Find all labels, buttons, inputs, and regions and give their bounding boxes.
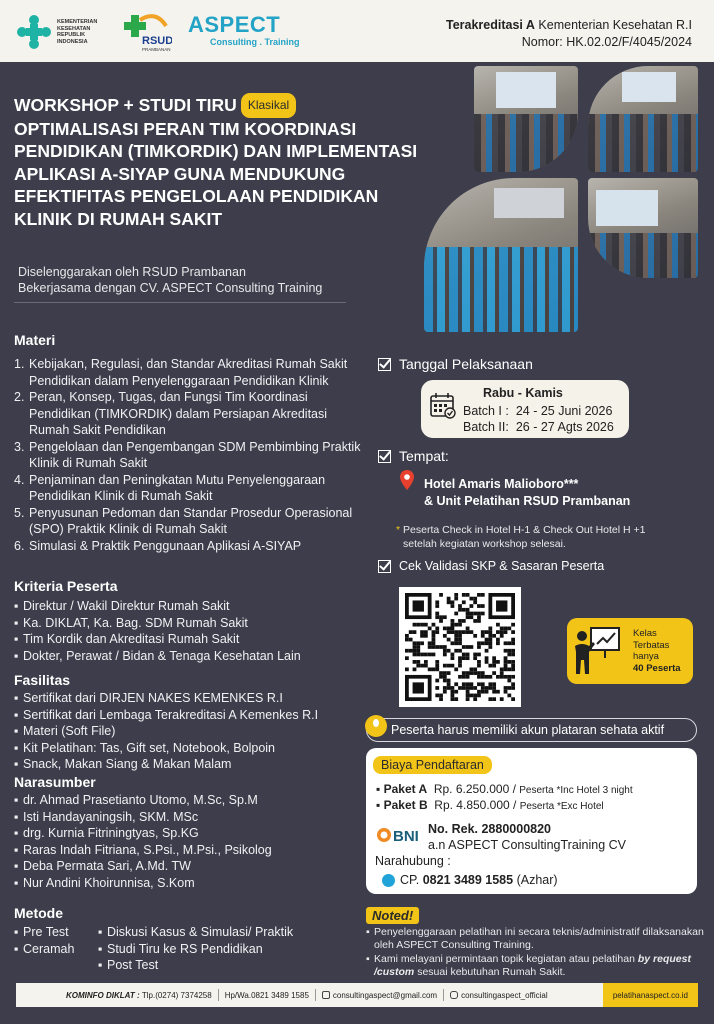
list-item: ▪ Ceramah (14, 941, 75, 956)
footer-bar (16, 983, 698, 1007)
noted-badge: Noted! (366, 907, 419, 924)
list-item: ▪ Studi Tiru ke RS Pendidikan (98, 941, 263, 956)
kemenkes-text: KEMENTERIAN KESEHATAN REPUBLIK INDONESIA (57, 19, 98, 45)
bank-account: No. Rek. 2880000820 a.n ASPECT ConsultingTraining CV (428, 822, 627, 852)
paket-b: ▪ Paket B Rp. 4.850.000 / Peserta *Exc Hotel (376, 798, 604, 812)
svg-text:BNI: BNI (393, 828, 419, 845)
list-item: ▪ Materi (Soft File) (14, 724, 116, 738)
aspect-tagline: Consulting . Training (210, 37, 300, 47)
instagram-icon (450, 991, 458, 999)
class-limit-box (567, 618, 693, 684)
list-item: 4. Penjaminan dan Peningkatan Mutu Penyelenggaraan Pendidikan Klinik di Rumah Sakit (14, 472, 326, 503)
skp-validation: Cek Validasi SKP & Sasaran Peserta (378, 559, 604, 573)
date-box (421, 380, 629, 438)
klasikal-badge: Klasikal (241, 93, 296, 118)
kriteria-list (14, 598, 370, 664)
list-item: ▪ drg. Kurnia Fitriningtyas, Sp.KG (14, 826, 199, 840)
footer-contact: KOMINFO DIKLAT : Tlp.(0274) 7374258 (66, 990, 212, 1000)
list-item: ▪ Nur Andini Khoirunnisa, S.Kom (14, 875, 195, 890)
list-item: ▪ Direktur / Wakil Direktur Rumah Sakit (14, 599, 230, 613)
title-block (14, 93, 474, 230)
list-item: ▪ Dokter, Perawat / Bidan & Tenaga Kesehatan Lain (14, 648, 301, 663)
class-limit-text: Kelas Terbatas hanya 40 Peserta (633, 628, 681, 674)
checkbox-icon (378, 560, 391, 573)
workshop-photo-4 (588, 178, 698, 278)
list-item: ▪ Ka. DIKLAT, Ka. Bag. SDM Rumah Sakit (14, 615, 248, 630)
fasilitas-heading: Fasilitas (14, 672, 71, 688)
list-item: ▪ Deba Permata Sari, A.Md. TW (14, 859, 191, 873)
title-line-3: PENDIDIKAN (TIMKORDIK) DAN IMPLEMENTASI (14, 141, 418, 161)
title-line-5: EFEKTIFITAS PENGELOLAAN PENDIDIKAN (14, 186, 379, 206)
footer-website[interactable]: pelatihanaspect.co.id (603, 983, 698, 1007)
venue: Hotel Amaris Malioboro*** & Unit Pelatihan RSUD Prambanan (424, 477, 631, 508)
tanggal-heading: Tanggal Pelaksanaan (378, 356, 533, 372)
list-item: ▪ Tim Kordik dan Akreditasi Rumah Sakit (14, 632, 240, 646)
narasumber-list (14, 792, 370, 891)
kriteria-heading: Kriteria Peserta (14, 578, 118, 594)
title-line-4: APLIKASI A-SIYAP GUNA MENDUKUNG (14, 163, 346, 184)
list-item: ▪ Raras Indah Fitriana, S.Psi., M.Psi., Psikolog (14, 842, 272, 857)
list-item: 2. Peran, Konsep, Tugas, dan Fungsi Tim Koordinasi Pendidikan (TIMKORDIK) dalam Persiapan Akreditasi Rumah Sakit Pendidikan (14, 390, 328, 437)
list-item: ▪ Isti Handayaningsih, SKM. MSc (14, 809, 199, 824)
list-item: ▪ Pre Test (14, 925, 69, 939)
tempat-heading: Tempat: (378, 448, 449, 464)
rsud-logo (120, 12, 172, 54)
metode-heading: Metode (14, 905, 63, 921)
qr-code[interactable] (399, 587, 521, 707)
metode-list-1 (14, 924, 74, 957)
fasilitas-list (14, 690, 370, 773)
organizer-text: Diselenggarakan oleh RSUD Prambanan Bekerjasama dengan CV. ASPECT Consulting Training (18, 265, 323, 295)
list-item: ▪ Kit Pelatihan: Tas, Gift set, Notebook, Bolpoin (14, 740, 275, 755)
checkbox-icon (378, 450, 391, 463)
footer-email[interactable]: consultingaspect@gmail.com (316, 991, 443, 1000)
date-day: Rabu - Kamis (483, 386, 563, 400)
biaya-heading: Biaya Pendaftaran (373, 756, 492, 774)
location-pin-icon (400, 470, 414, 490)
registration-box (366, 748, 697, 894)
header-bar (0, 0, 714, 62)
list-item: 1. Kebijakan, Regulasi, dan Standar Akreditasi Rumah Sakit Pendidikan dalam Penyelenggaraan Pendidikan Klinik (14, 357, 348, 388)
presenter-icon (573, 624, 623, 678)
metode-list-2 (98, 924, 293, 974)
svg-text:RSUD: RSUD (142, 35, 172, 47)
title-line-6: KLINIK DI RUMAH SAKIT (14, 208, 223, 229)
list-item: ▪ Snack, Makan Siang & Makan Malam (14, 757, 232, 771)
materi-heading: Materi (14, 332, 56, 348)
workshop-photo-2 (588, 66, 698, 172)
accreditation-info (446, 17, 692, 51)
list-item: ▪ Post Test (98, 958, 159, 972)
email-icon (322, 991, 330, 999)
list-item: ▪ Penyelenggaraan pelatihan ini secara teknis/administratif dilaksanakan oleh ASPECT Consulting Training. (366, 926, 704, 951)
calendar-icon (429, 392, 457, 420)
kemenkes-mark-icon (16, 14, 52, 50)
account-requirement: Peserta harus memiliki akun plataran sehata aktif (366, 718, 697, 742)
contact-person[interactable]: CP. 0821 3489 1585 (Azhar) (382, 873, 558, 887)
checkbox-icon (378, 358, 391, 371)
accreditation-rest: Kementerian Kesehatan R.I (538, 18, 692, 32)
kemenkes-logo (16, 12, 116, 52)
title-line-2: OPTIMALISASI PERAN TIM KOORDINASI (14, 118, 357, 139)
batch-2: Batch II: 26 - 27 Agts 2026 (463, 420, 614, 434)
list-item: ▪ dr. Ahmad Prasetianto Utomo, M.Sc, Sp.M (14, 793, 258, 807)
title-line-1: WORKSHOP + STUDI TIRU Klasikal (14, 93, 474, 118)
list-item: 6. Simulasi & Praktik Penggunaan Aplikasi A-SIYAP (14, 538, 302, 553)
contact-label: Narahubung : (375, 854, 451, 868)
footer-wa[interactable]: Hp/Wa.0821 3489 1585 (224, 990, 309, 1000)
accreditation-bold: Terakreditasi A (446, 18, 535, 32)
workshop-photo-1 (474, 66, 578, 172)
materi-list (14, 356, 370, 554)
footer-instagram[interactable]: consultingaspect_official (444, 991, 554, 1000)
list-item: 5. Penyusunan Pedoman dan Standar Prosedur Operasional (SPO) Praktik Klinik di Rumah Sakit (14, 505, 353, 536)
svg-text:PRAMBANAN: PRAMBANAN (142, 47, 171, 52)
list-item: ▪ Sertifikat dari DIRJEN NAKES KEMENKES R.I (14, 691, 283, 705)
person-icon (365, 715, 387, 737)
list-item: ▪ Sertifikat dari Lembaga Terakreditasi A Kemenkes R.I (14, 707, 319, 722)
list-item: ▪ Diskusi Kasus & Simulasi/ Praktik (98, 925, 294, 939)
aspect-wordmark: ASPECT (188, 12, 281, 37)
hotel-note: * Peserta Check in Hotel H-1 & Check Out Hotel H +1 setelah kegiatan workshop selesai. (396, 524, 646, 550)
narasumber-heading: Narasumber (14, 774, 96, 790)
paket-a: ▪ Paket A Rp. 6.250.000 / Peserta *Inc Hotel 3 night (376, 782, 633, 796)
bni-logo (375, 823, 423, 847)
list-item: ▪ Kami melayani permintaan topik kegiatan atau pelatihan by request /custom sesuai kebutuhan Rumah Sakit. (366, 953, 691, 978)
list-item: 3. Pengelolaan dan Pengembangan SDM Pembimbing Praktik Klinik di Rumah Sakit (14, 439, 361, 470)
batch-1: Batch I : 24 - 25 Juni 2026 (463, 404, 613, 418)
noted-list (366, 926, 706, 980)
phone-icon (382, 874, 395, 887)
aspect-logo (188, 14, 308, 54)
divider (14, 302, 346, 303)
accreditation-number: Nomor: HK.02.02/F/4045/2024 (521, 35, 692, 49)
